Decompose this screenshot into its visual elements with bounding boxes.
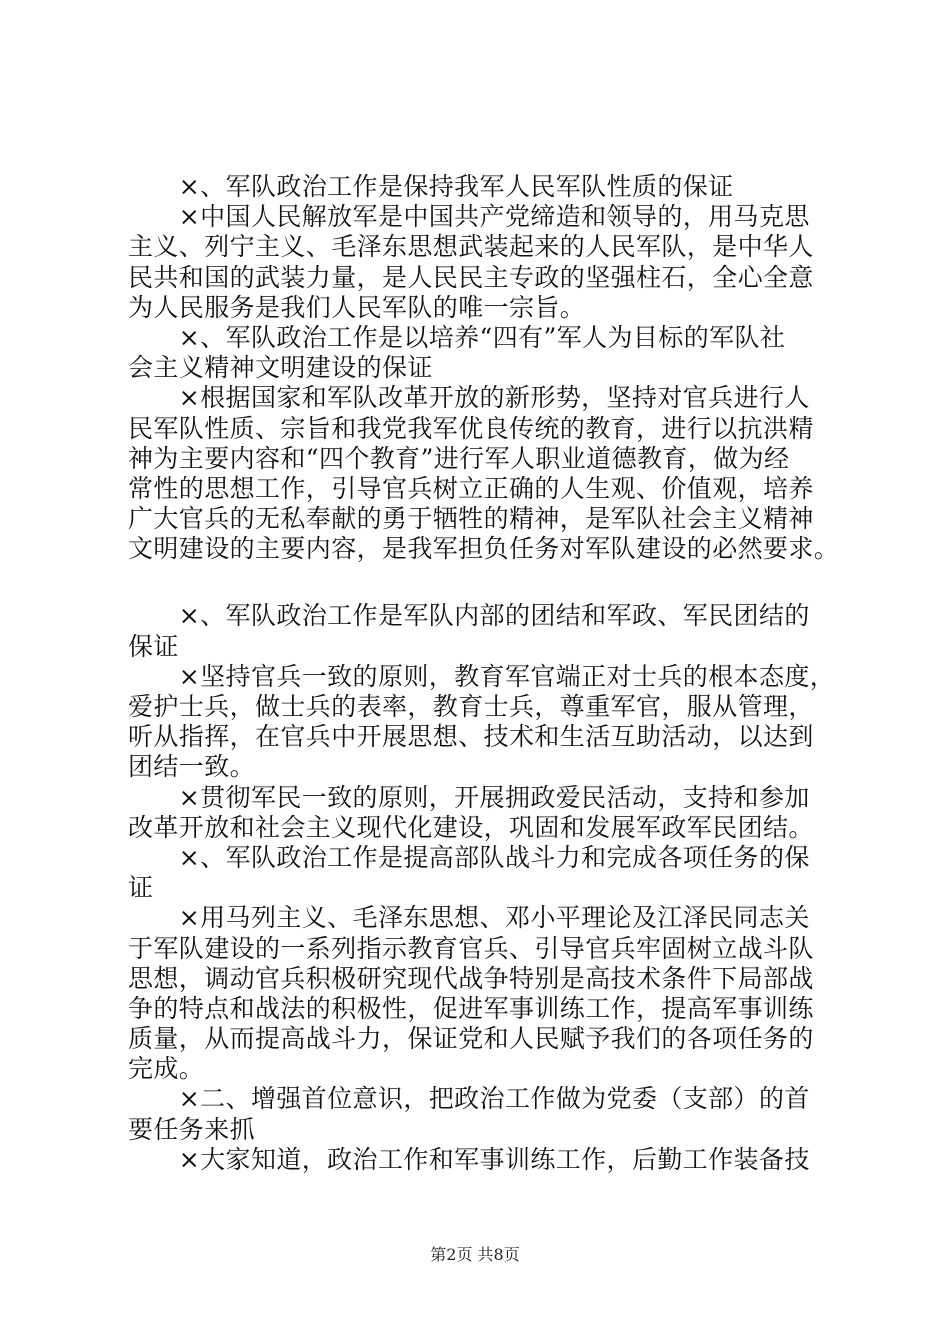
text-line: ×中国人民解放军是中国共产党缔造和领导的，用马克思 xyxy=(128,202,810,232)
text-line: 证 xyxy=(128,873,154,903)
text-line: ×、军队政治工作是保持我军人民军队性质的保证 xyxy=(128,172,734,201)
document-body xyxy=(128,172,840,1175)
text-line: ×二、增强首位意识，把政治工作做为党委（支部）的首 xyxy=(128,1084,810,1114)
text-line: ×根据国家和军队改革开放的新形势，坚持对官兵进行人 xyxy=(128,383,810,413)
text-line: 主义、列宁主义、毛泽东思想武装起来的人民军队，是中华人 xyxy=(128,232,814,262)
text-line: ×贯彻军民一致的原则，开展拥政爱民活动，支持和参加 xyxy=(128,782,810,812)
text-line: 听从指挥，在官兵中开展思想、技术和生活互助活动，以达到 xyxy=(128,722,814,752)
text-line: 思想，调动官兵积极研究现代战争特别是高技术条件下局部战 xyxy=(128,963,814,993)
paragraph-gap xyxy=(128,564,840,601)
text-line: 广大官兵的无私奉献的勇于牺牲的精神，是军队社会主义精神 xyxy=(128,504,814,534)
text-line: 保证 xyxy=(128,631,179,661)
text-line: ×用马列主义、毛泽东思想、邓小平理论及江泽民同志关 xyxy=(128,903,810,933)
text-line: ×大家知道，政治工作和军事训练工作，后勤工作装备技 xyxy=(128,1144,810,1174)
page-number-footer: 第2页 共8页 xyxy=(430,1245,520,1264)
text-line: ×、军队政治工作是军队内部的团结和军政、军民团结的 xyxy=(128,601,810,631)
text-line: 于军队建设的一系列指示教育官兵、引导官兵牢固树立战斗队 xyxy=(128,933,814,963)
text-line: ×、军队政治工作是以培养“四有”军人为目标的军队社 xyxy=(128,322,786,352)
text-line: 为人民服务是我们人民军队的唯一宗旨。 xyxy=(128,292,586,322)
text-line: ×坚持官兵一致的原则，教育军官端正对士兵的根本态度， xyxy=(128,661,836,691)
text-line: 要任务来抓 xyxy=(128,1114,256,1144)
text-line: 常性的思想工作，引导官兵树立正确的人生观、价值观，培养 xyxy=(128,473,814,503)
text-line: 民军队性质、宗旨和我党我军优良传统的教育，进行以抗洪精 xyxy=(128,413,814,443)
text-block-2 xyxy=(128,601,840,1175)
text-line: 文明建设的主要内容，是我军担负任务对军队建设的必然要求。 xyxy=(128,534,840,564)
text-line: 质量，从而提高战斗力，保证党和人民赋予我们的各项任务的 xyxy=(128,1024,814,1054)
text-line: 团结一致。 xyxy=(128,752,256,782)
text-line: 爱护士兵，做士兵的表率，教育士兵，尊重军官，服从管理， xyxy=(128,692,814,721)
text-line: 神为主要内容和“四个教育”进行军人职业道德教育，做为经 xyxy=(128,443,790,473)
text-line: 民共和国的武装力量，是人民民主专政的坚强柱石，全心全意 xyxy=(128,262,814,292)
text-line: 改革开放和社会主义现代化建设，巩固和发展军政军民团结。 xyxy=(128,812,814,842)
text-line: 会主义精神文明建设的保证 xyxy=(128,353,433,383)
text-line: ×、军队政治工作是提高部队战斗力和完成各项任务的保 xyxy=(128,842,810,872)
text-block-1 xyxy=(128,172,840,564)
text-line: 争的特点和战法的积极性，促进军事训练工作，提高军事训练 xyxy=(128,993,814,1023)
text-line: 完成。 xyxy=(128,1054,205,1084)
